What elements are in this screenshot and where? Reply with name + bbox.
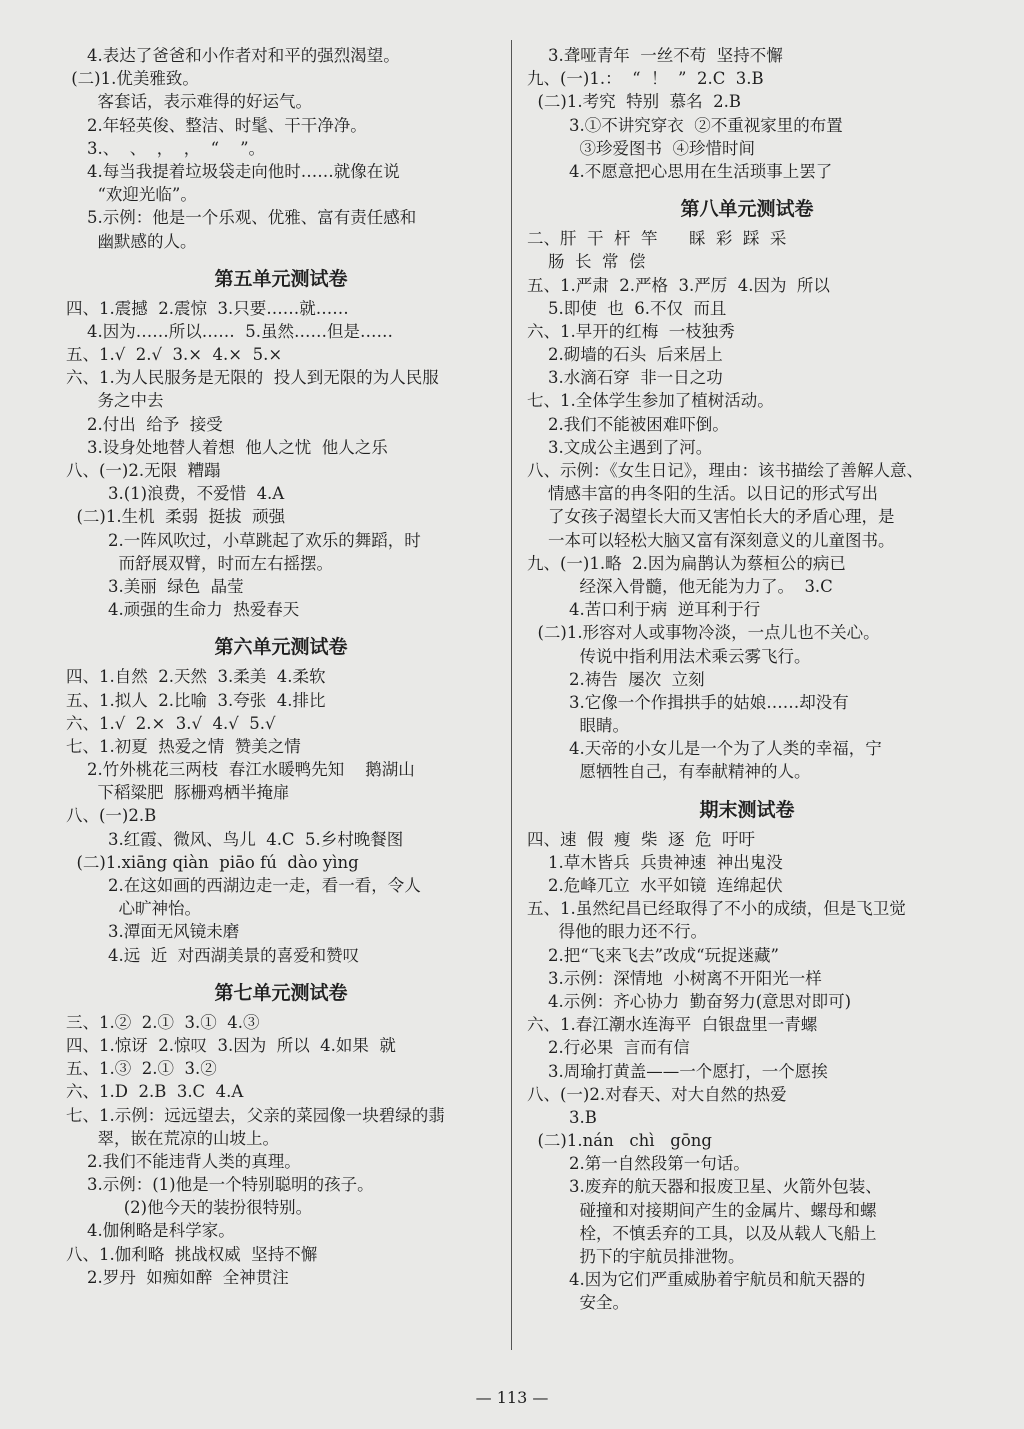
answer-line: 务之中去	[66, 391, 164, 411]
answer-line: 3.、 、 ， ， “ ”。	[66, 138, 266, 158]
answer-line: 2.我们不能违背人类的真理。	[66, 1151, 301, 1171]
answer-line: 3.示例：(1)他是一个特别聪明的孩子。	[66, 1175, 374, 1195]
answer-line: 了女孩子渴望长大而又害怕长大的矛盾心理，是	[527, 507, 895, 527]
answer-line: 扔下的宇航员排泄物。	[527, 1247, 745, 1266]
answer-line: 翠，嵌在荒凉的山坡上。	[66, 1128, 279, 1148]
answer-line: 六、1.D 2.B 3.C 4.A	[66, 1082, 244, 1102]
answer-line: 4.每当我提着垃圾袋走向他时……就像在说	[66, 161, 400, 181]
answer-line: 4.不愿意把心思用在生活琐事上罢了	[527, 161, 833, 181]
answer-line: 四、1.自然 2.天然 3.柔美 4.柔软	[66, 667, 326, 687]
answer-line: 4.因为它们严重威胁着宇航员和航天器的	[527, 1270, 866, 1290]
answer-line: 六、1.春江潮水连海平 白银盘里一青螺	[527, 1015, 818, 1035]
page-number: — 113 —	[475, 1388, 549, 1407]
answer-line: 四、1.惊讶 2.惊叹 3.因为 所以 4.如果 就	[66, 1035, 396, 1055]
answer-line: 九、(一)1.略 2.因为扁鹊认为蔡桓公的病已	[527, 553, 846, 573]
answer-line: 四、1.震撼 2.震惊 3.只要……就……	[66, 298, 349, 318]
answer-line: 八、(一)2.对春天、对大自然的热爱	[527, 1084, 787, 1104]
answer-line: 得他的眼力还不行。	[527, 922, 707, 942]
answer-line: 2.一阵风吹过，小草跳起了欢乐的舞蹈，时	[66, 530, 421, 550]
answer-line: 1.草木皆兵 兵贵神速 神出鬼没	[527, 852, 783, 872]
answer-line: 5.示例：他是一个乐观、优雅、富有责任感和	[66, 208, 417, 228]
answer-line: 2.竹外桃花三两枝 春江水暖鸭先知 鹅湖山	[66, 760, 415, 780]
section-title: 第八单元测试卷	[680, 198, 814, 221]
answer-line: “欢迎光临”。	[66, 185, 197, 205]
answer-line: (二)1.nán chì gōng	[527, 1131, 712, 1151]
section-title: 第六单元测试卷	[214, 636, 348, 659]
answer-line: 4.伽俐略是科学家。	[66, 1221, 235, 1241]
section-spacer	[66, 253, 496, 261]
answer-line: 3.文成公主遇到了河。	[527, 437, 713, 457]
answer-line: 2.危峰兀立 水平如镜 连绵起伏	[527, 876, 783, 895]
answer-line: 4.天帝的小女儿是一个为了人类的幸福，宁	[527, 739, 882, 759]
answer-line: 经深入骨髓，他无能为力了。 3.C	[527, 576, 833, 596]
answer-line: 4.表达了爸爸和小作者对和平的强烈渴望。	[66, 46, 400, 65]
answer-line: 八、1.伽利略 挑战权威 坚持不懈	[66, 1244, 318, 1264]
answer-line: 三、1.② 2.① 3.① 4.③	[66, 1012, 260, 1032]
answer-line: 3.它像一个作揖拱手的姑娘……却没有	[527, 692, 849, 712]
column-divider	[511, 40, 512, 1350]
answer-line: 3.周瑜打黄盖——一个愿打，一个愿挨	[527, 1061, 828, 1081]
answer-line: 3.美丽 绿色 晶莹	[66, 576, 244, 596]
answer-line: 2.第一自然段第一句话。	[527, 1154, 750, 1174]
answer-line: 栓，不慎丢弃的工具，以及从载人飞船上	[527, 1223, 877, 1243]
answer-line: (二)1.生机 柔弱 挺拔 顽强	[66, 507, 286, 527]
answer-line: 2.把“飞来飞去”改成“玩捉迷藏”	[527, 945, 779, 965]
answer-line: 3.B	[527, 1107, 597, 1127]
answer-line: 而舒展双臂，时而左右摇摆。	[66, 553, 333, 573]
answer-line: (二)1.形容对人或事物冷淡，一点儿也不关心。	[527, 623, 880, 643]
answer-line: (二)1.考究 特别 慕名 2.B	[527, 92, 741, 112]
section-title: 期末测试卷	[699, 798, 795, 821]
answer-line: 六、1.早开的红梅 一枝独秀	[527, 321, 735, 341]
answer-line: 五、1.拟人 2.比喻 3.夸张 4.排比	[66, 690, 326, 710]
answer-line: 4.示例：齐心协力 勤奋努力(意思对即可)	[527, 991, 852, 1011]
answer-line: 五、1.严肃 2.严格 3.严厉 4.因为 所以	[527, 275, 830, 295]
answer-line: 3.废弃的航天器和报废卫星、火箭外包装、	[527, 1177, 882, 1197]
answer-line: 八、(一)2.B	[66, 806, 157, 826]
answer-line: 3.①不讲究穿衣 ②不重视家里的布置	[527, 115, 843, 135]
right-column	[527, 44, 967, 1315]
answer-line: 传说中指利用法术乘云雾飞行。	[527, 646, 811, 666]
answer-line: 2.在这如画的西湖边走一走，看一看，令人	[66, 876, 421, 895]
answer-line: 4.顽强的生命力 热爱春天	[66, 600, 300, 620]
answer-line: 4.远 近 对西湖美景的喜爱和赞叹	[66, 945, 360, 965]
answer-line: 七、1.示例：远远望去，父亲的菜园像一块碧绿的翡	[66, 1105, 445, 1125]
answer-line: 五、1.√ 2.√ 3.× 4.× 5.×	[66, 345, 283, 365]
section-title: 第七单元测试卷	[214, 981, 348, 1004]
answer-line: 七、1.初夏 热爱之情 赞美之情	[66, 736, 301, 756]
answer-line: 2.祷告 屡次 立刻	[527, 669, 705, 689]
answer-line: 幽默感的人。	[66, 231, 197, 251]
section-spacer	[66, 621, 496, 629]
answer-line: 2.行必果 言而有信	[527, 1038, 690, 1058]
answer-line: 5.即使 也 6.不仅 而且	[527, 298, 727, 318]
answer-line: 六、1.√ 2.× 3.√ 4.√ 5.√	[66, 713, 276, 733]
answer-line: 2.我们不能被困难吓倒。	[527, 414, 729, 434]
answer-line: 八、示例：《女生日记》，理由：该书描绘了善解人意、	[527, 461, 923, 480]
answer-line: 二、肝 干 杆 竿 睬 彩 踩 采	[527, 229, 787, 249]
answer-line: 3.水滴石穿 非一日之功	[527, 368, 723, 388]
answer-line: 4.因为……所以…… 5.虽然……但是……	[66, 321, 393, 341]
answer-line: 碰撞和对接期间产生的金属片、螺母和螺	[527, 1200, 877, 1220]
section-spacer	[527, 183, 967, 191]
answer-line: 3.红霞、微风、鸟儿 4.C 5.乡村晚餐图	[66, 829, 404, 849]
answer-line: 下稻粱肥 豚栅鸡栖半掩扉	[66, 783, 290, 803]
answer-line: 3.示例：深情地 小树离不开阳光一样	[527, 968, 822, 988]
answer-line: 心旷神怡。	[66, 899, 201, 919]
answer-line: 安全。	[527, 1293, 629, 1313]
answer-line: 2.年轻英俊、整洁、时髦、干干净净。	[66, 115, 367, 135]
answer-line: 眼睛。	[527, 716, 629, 736]
section-title: 第五单元测试卷	[214, 267, 348, 290]
answer-line: 2.罗丹 如痴如醉 全神贯注	[66, 1267, 289, 1287]
answer-line: 六、1.为人民服务是无限的 投人到无限的为人民服	[66, 368, 439, 388]
answer-line: 4.苦口利于病 逆耳利于行	[527, 600, 761, 620]
answer-line: 愿牺牲自己，有奉献精神的人。	[527, 762, 811, 782]
answer-line: 四、速 假 瘦 柴 逐 危 吁吁	[527, 829, 755, 849]
answer-line: 肠 长 常 偿	[527, 252, 646, 272]
answer-line: 七、1.全体学生参加了植树活动。	[527, 391, 774, 411]
answer-line: 客套话，表示难得的好运气。	[66, 92, 312, 112]
answer-line: 五、1.虽然纪昌已经取得了不小的成绩，但是飞卫觉	[527, 899, 906, 919]
answer-line: 2.付出 给予 接受	[66, 414, 223, 434]
answer-line: 3.(1)浪费，不爱惜 4.A	[66, 484, 285, 504]
answer-line: 一本可以轻松大脑又富有深刻意义的儿童图书。	[527, 530, 895, 550]
answer-line: ③珍爱图书 ④珍惜时间	[527, 138, 755, 158]
answer-line: 3.设身处地替人着想 他人之忧 他人之乐	[66, 437, 388, 457]
answer-line: 3.聋哑青年 一丝不苟 坚持不懈	[527, 46, 783, 65]
answer-line: 八、(一)2.无限 糟蹋	[66, 461, 221, 480]
answer-line: 2.砌墙的石头 后来居上	[527, 345, 723, 365]
answer-line: (二)1.xiāng qiàn piāo fú dào yìng	[66, 852, 359, 872]
answer-line: 情感丰富的冉冬阳的生活。以日记的形式写出	[527, 484, 878, 504]
answer-line: (二)1.优美雅致。	[66, 69, 199, 89]
section-spacer	[66, 967, 496, 975]
left-column	[66, 44, 496, 1289]
answer-line: 五、1.③ 2.① 3.②	[66, 1059, 217, 1079]
section-spacer	[527, 784, 967, 792]
answer-line: (2)他今天的装扮很特别。	[66, 1198, 313, 1218]
answer-line: 3.潭面无风镜未磨	[66, 922, 240, 942]
answer-line: 九、(一)1.： “ ！ ” 2.C 3.B	[527, 69, 764, 89]
